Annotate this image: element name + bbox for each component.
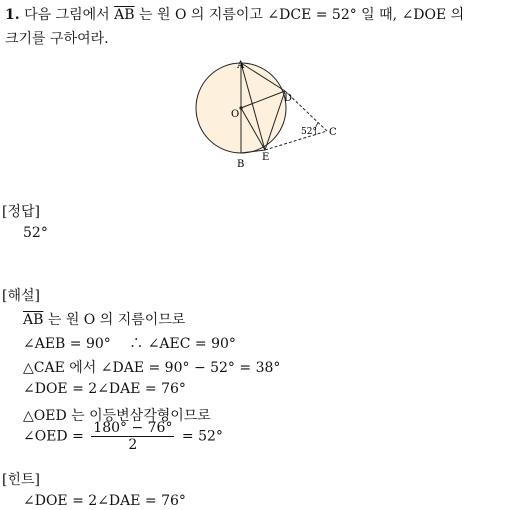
hint-heading: [힌트] [2,472,40,488]
problem-number: 1. [5,7,20,23]
label-a: A [237,60,245,71]
solution-line-6-prefix: ∠OED = [23,428,84,445]
solution-line-3: △CAE 에서 ∠DAE = 90° − 52° = 38° [23,360,281,376]
solution-heading: [해설] [2,288,40,304]
label-angle-52: 52° [301,127,317,137]
solution-line-6-suffix: = 52° [181,428,223,445]
solution-line-2: ∠AEB = 90° ∴ ∠AEC = 90° [23,336,236,352]
problem-text-b: 는 원 O 의 지름이고 ∠DCE = 52° 일 때, ∠DOE 의 [139,7,465,23]
label-b: B [237,159,245,170]
solution-line-4: ∠DOE = 2∠DAE = 76° [23,381,186,397]
label-o: O [231,109,240,120]
solution-segment-ab: $\overline{AB}$ [23,312,44,328]
label-c: C [329,127,337,138]
problem-line-1 [5,4,464,24]
fraction-denominator: 2 [128,437,138,453]
circle-figure [185,58,350,173]
center-point [239,106,242,109]
label-d: D [284,93,293,104]
problem-line-2: 크기를 구하여라. [5,31,109,47]
solution-line-1-text: 는 원 O 의 지름이므로 [47,312,186,328]
fraction-numerator: 180° − 76° [93,420,173,436]
answer-heading: [정답] [2,204,40,220]
problem-text-a: 다음 그림에서 [24,7,110,23]
segment-ab: $\overline{AB}$ [114,7,135,23]
fraction [91,420,174,453]
solution-line-5: △OED 는 이등변삼각형이므로 [23,408,211,424]
solution-line-6 [23,420,223,453]
answer-value: 52° [23,225,48,241]
label-e: E [262,152,270,163]
hint-line-1: ∠DOE = 2∠DAE = 76° [23,493,186,509]
solution-line-1 [23,309,185,329]
